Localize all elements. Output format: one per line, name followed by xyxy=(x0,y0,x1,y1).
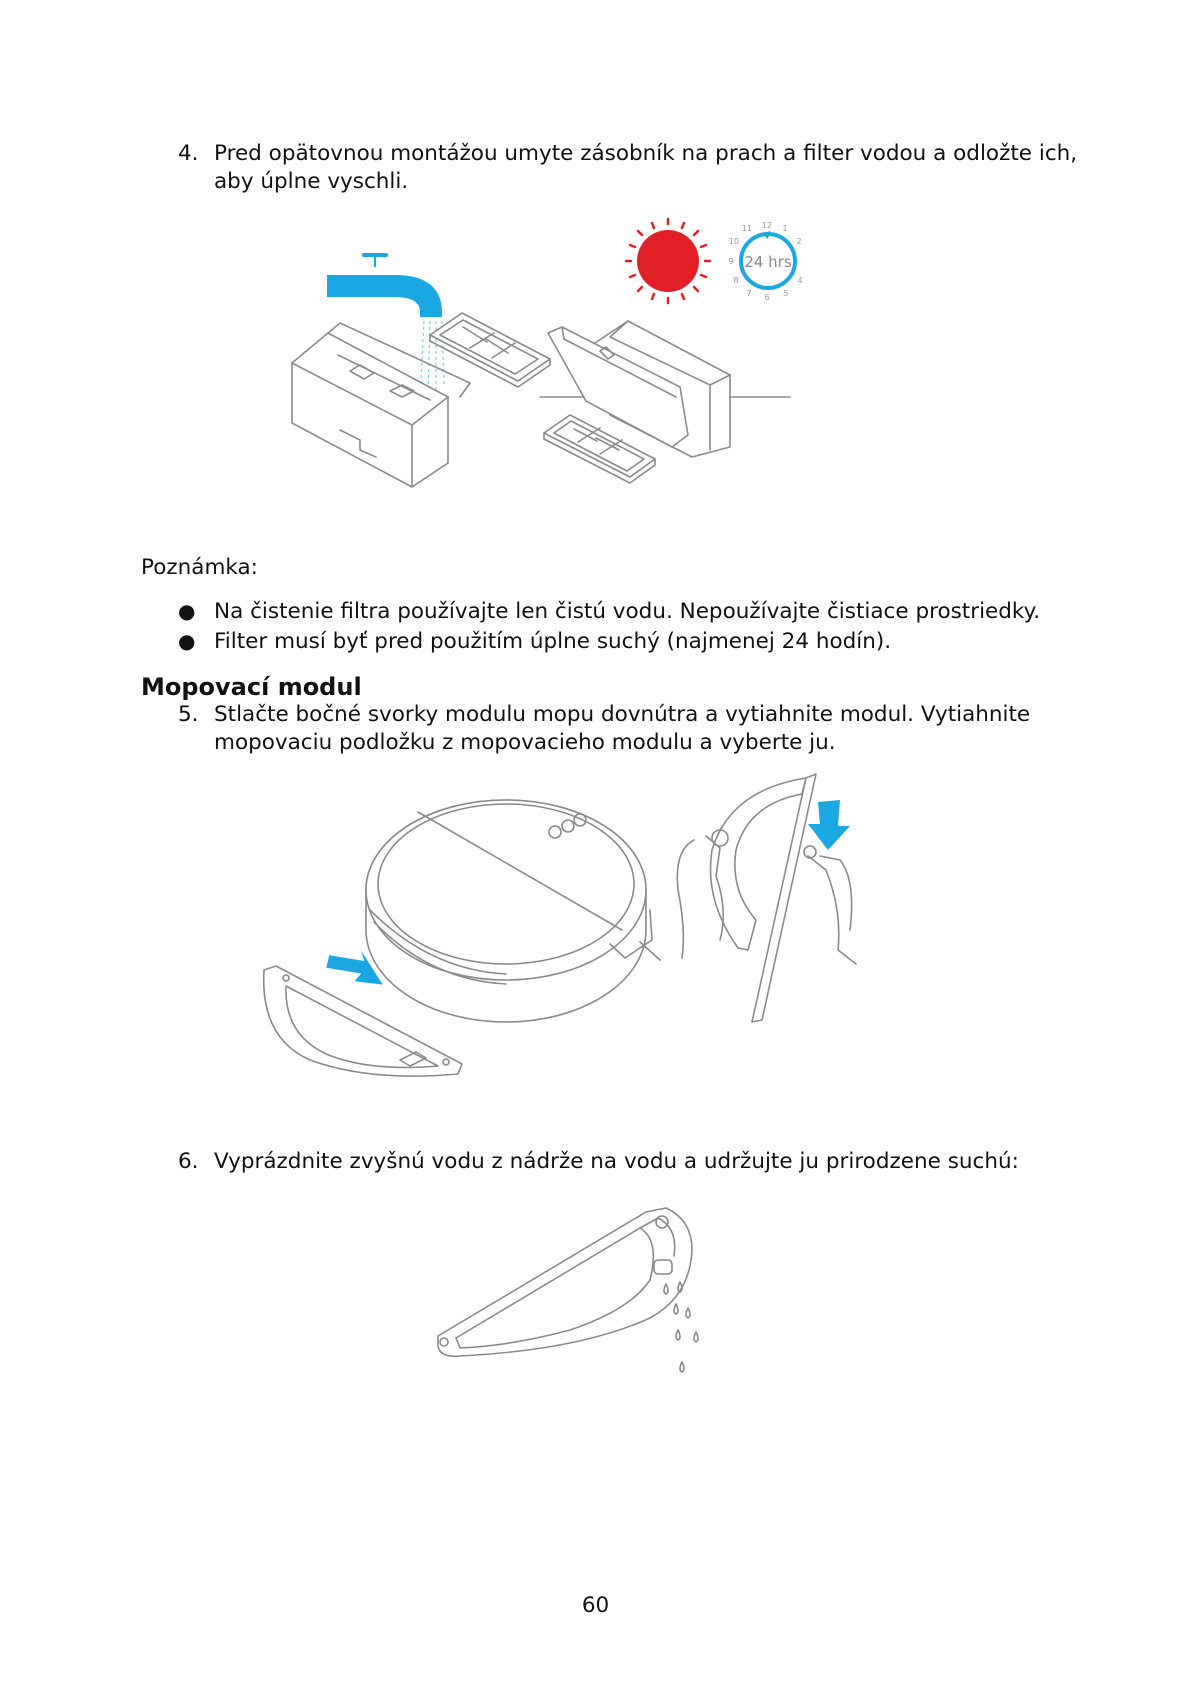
step-6-line-1: Vyprázdnite zvyšnú vodu z nádrže na vodu a udržujte ju prirodzene suchú: xyxy=(214,1149,1019,1174)
note-label: Poznámka: xyxy=(141,555,258,580)
sun-icon xyxy=(626,219,710,303)
clock-number: 7 xyxy=(746,289,752,298)
water-tank-icon xyxy=(438,1208,692,1356)
step-5-number: 5. xyxy=(178,702,199,727)
clock-24hrs-icon xyxy=(728,221,802,302)
faucet-icon xyxy=(327,253,442,317)
section-heading: Mopovací modul xyxy=(141,673,362,701)
step-5-line-1: Stlačte bočné svorky modulu mopu dovnútra a vytiahnite modul. Vytiahnite xyxy=(214,702,1031,727)
clock-number: 6 xyxy=(764,293,770,302)
water-tank-illustration xyxy=(430,1200,730,1400)
step-5 xyxy=(178,701,1030,757)
bullet-icon: ● xyxy=(178,599,196,623)
step-6-number: 6. xyxy=(178,1149,199,1174)
step-6 xyxy=(178,1148,1019,1176)
note-item-text: Na čistenie filtra používajte len čistú vodu. Nepoužívajte čistiace prostriedky. xyxy=(214,599,1041,624)
clock-number: 9 xyxy=(728,257,734,266)
clock-number: 10 xyxy=(728,237,740,246)
clock-number: 8 xyxy=(733,276,739,285)
step-4-line-1: Pred opätovnou montážou umyte zásobník na prach a filter vodou a odložte ich, xyxy=(214,141,1078,166)
clock-number: 11 xyxy=(741,224,753,233)
step-5-line-2: mopovaciu podložku z mopovacieho modulu a vyberte ju. xyxy=(214,730,836,755)
note-item-text: Filter musí byť pred použitím úplne suchý (najmenej 24 hodín). xyxy=(214,629,892,654)
robot-vacuum-icon xyxy=(366,800,660,1022)
bullet-icon: ● xyxy=(178,629,196,653)
clock-number: 5 xyxy=(783,289,789,298)
step-4-number: 4. xyxy=(178,141,199,166)
mop-removal-illustration xyxy=(250,790,950,1100)
filter-icon xyxy=(430,313,550,387)
clock-label: 24 hrs xyxy=(744,253,792,271)
step-4-line-2: aby úplne vyschli. xyxy=(214,169,409,194)
clock-number: 2 xyxy=(796,237,802,246)
clock-number: 4 xyxy=(797,276,803,285)
page-number: 60 xyxy=(581,1593,610,1618)
step-4 xyxy=(178,140,1077,196)
clock-number: 1 xyxy=(782,224,788,233)
clock-number: 12 xyxy=(761,221,773,230)
arrow-down-icon xyxy=(808,800,850,850)
wash-and-dry-illustration xyxy=(300,221,860,525)
